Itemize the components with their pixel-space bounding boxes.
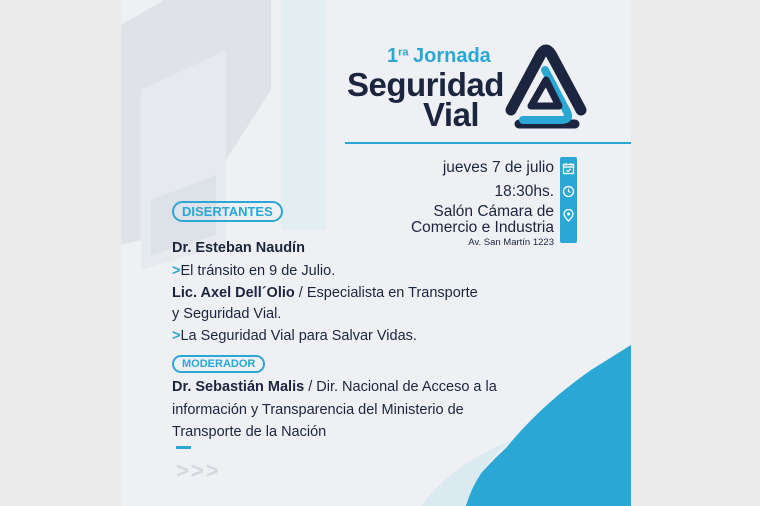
speaker-1-talk-title: El tránsito en 9 de Julio. (180, 263, 336, 279)
speaker-1-talk-arrow: > (172, 263, 181, 279)
ordinal-suffix: ra (398, 46, 409, 59)
footer-chevrons: >>> (176, 458, 221, 483)
speaker-2-talk-arrow: > (172, 328, 181, 344)
moderator-role-part-1: / Dir. Nacional de Acceso a la (304, 379, 497, 395)
moderator-role-part-3: Transporte de la Nación (172, 424, 327, 440)
speaker-2-role-part-2: y Seguridad Vial. (172, 306, 282, 322)
title-line-2: Vial (423, 96, 480, 133)
venue-line-2: Comercio e Industria (410, 219, 554, 236)
details-icon-strip (560, 157, 577, 243)
speaker-2-line (172, 286, 478, 301)
speaker-2-talk (172, 329, 417, 344)
speaker-1-talk (172, 264, 335, 279)
logo-triangle-icon (497, 40, 595, 132)
moderator-line-1 (172, 380, 497, 395)
location-pin-icon (562, 209, 575, 222)
moderator-name: Dr. Sebastián Malis (172, 379, 305, 395)
speaker-2-name: Lic. Axel Dell´Olio (172, 285, 295, 301)
speaker-2-talk-title: La Seguridad Vial para Salvar Vidas. (180, 328, 417, 344)
moderator-role-part-2: información y Transparencia del Ministerio de (172, 402, 464, 418)
calendar-icon (562, 162, 575, 175)
speaker-2-role-part-1: / Especialista en Transporte (294, 285, 478, 301)
speakers-section-badge: DISERTANTES (172, 201, 283, 222)
ordinal: 1 (387, 45, 399, 67)
title-line-1: Seguridad (347, 66, 504, 103)
venue-line-1: Salón Cámara de (433, 203, 554, 220)
clock-icon (562, 185, 575, 198)
event-time: 18:30hs. (494, 183, 554, 200)
event-date: jueves 7 de julio (442, 159, 554, 176)
speaker-1-name: Dr. Esteban Naudín (172, 240, 305, 256)
moderator-section-badge: MODERADOR (172, 355, 265, 373)
jornada-heading (387, 45, 491, 68)
header-divider (345, 142, 631, 144)
event-poster (121, 0, 631, 506)
venue-address: Av. San Martín 1223 (468, 237, 554, 248)
jornada-label: Jornada (412, 45, 491, 67)
section-dash (176, 446, 191, 449)
